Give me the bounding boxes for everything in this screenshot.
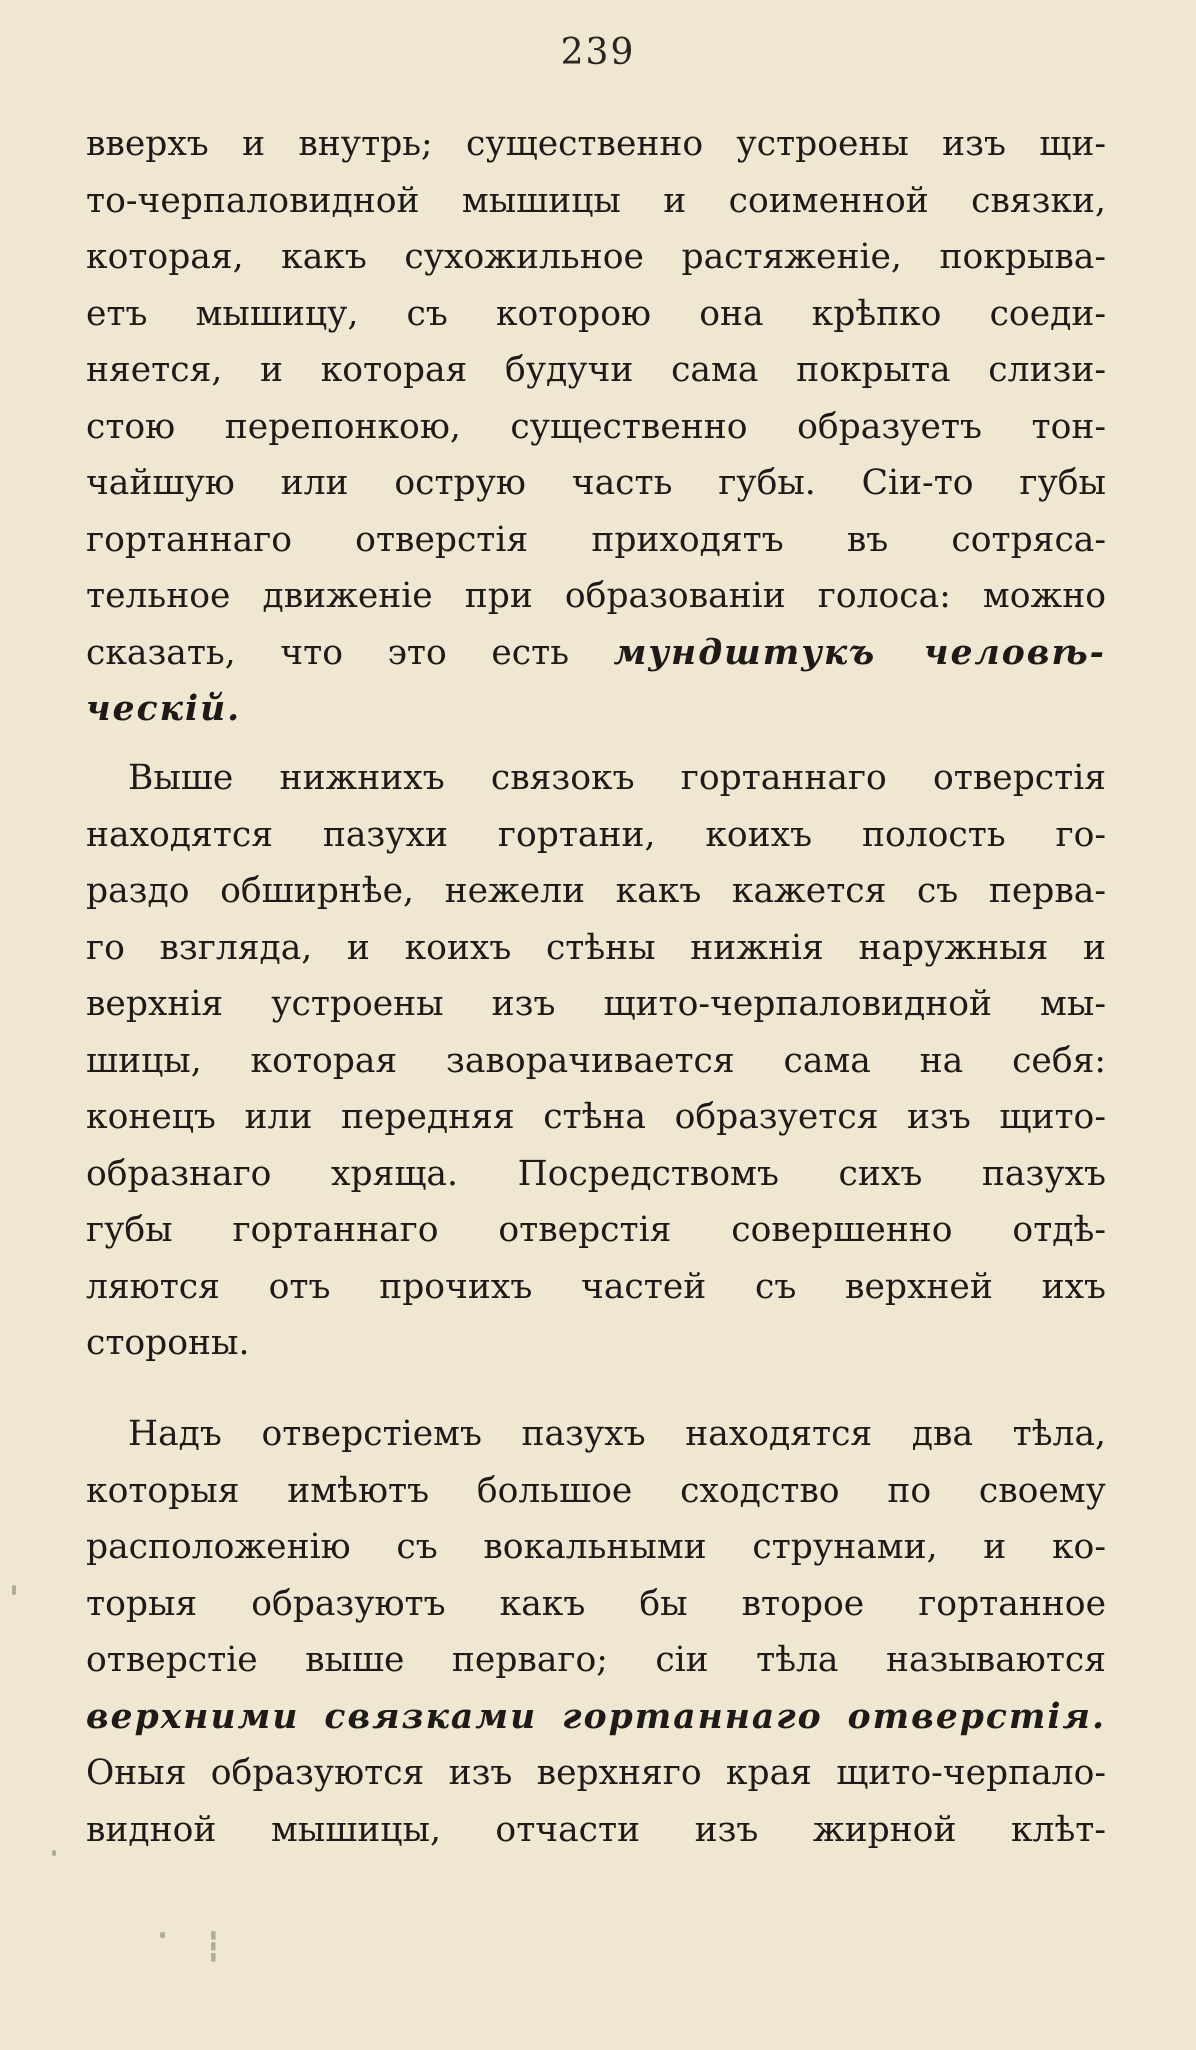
text-line: Надъ отверстіемъ пазухъ находятся два тѣла, [128,1414,1106,1454]
italic-term: верхними связками гортаннаго отверстія. [86,1696,1106,1737]
paper-speck [52,1850,56,1856]
text-line: которыя имѣютъ большое сходство по своему [86,1470,1106,1511]
text-line: тельное движеніе при образованіи голоса: можно [86,576,1106,616]
text-line: стою перепонкою, существенно образуетъ тон- [86,406,1106,447]
text-line: отверстіе выше перваго; сіи тѣла называются [86,1640,1106,1680]
text-line: шицы, которая заворачивается сама на себя: [86,1040,1106,1081]
faint-mark: ┇ [205,1930,222,1963]
text-line: чайшую или острую часть губы. Сіи-то губы [86,463,1106,503]
text-line-last: стороны. [86,1323,250,1363]
text-line: то-черпаловидной мышицы и соименной связки, [86,180,1106,221]
italic-term: мундштукъ человѣ- [613,632,1106,673]
text-line-mixed [86,625,1106,682]
text-line: губы гортаннаго отверстія совершенно отдѣ- [86,1210,1106,1250]
paragraph-1 [86,116,1106,738]
text-line: го взгляда, и коихъ стѣны нижнія наружныя и [86,927,1106,968]
text-line: торыя образуютъ какъ бы второе гортанное [86,1583,1106,1624]
paragraph-3 [86,1406,1106,1858]
text-line: няется, и которая будучи сама покрыта слизи- [86,350,1106,390]
text-line: находятся пазухи гортани, коихъ полость го- [86,814,1106,855]
text-line: вверхъ и внутрь; существенно устроены изъ щи- [86,124,1106,164]
text-line: гортаннаго отверстія приходятъ въ сотряса- [86,519,1106,560]
text-line: образнаго хряща. Посредствомъ сихъ пазухъ [86,1153,1106,1194]
page-number: 239 [560,32,636,73]
text-line: конецъ или передняя стѣна образуется изъ щито- [86,1097,1106,1137]
text-line: етъ мышицу, съ которою она крѣпко соеди- [86,293,1106,334]
text-line: Выше нижнихъ связокъ гортаннаго отверстія [128,758,1106,798]
italic-term: ческій. [86,689,242,729]
text-line: Оныя образуются изъ верхняго края щито-черпало- [86,1753,1106,1793]
text-line: раздо обширнѣе, нежели какъ кажется съ перва- [86,871,1106,911]
text-line-last [86,681,1106,738]
text-line: верхнія устроены изъ щито-черпаловидной мы- [86,984,1106,1024]
paper-speck [160,1932,165,1938]
text-line: расположенію съ вокальными струнами, и ко- [86,1527,1106,1567]
paper-speck [12,1585,16,1595]
text-line: которая, какъ сухожильное растяженіе, покрыва- [86,237,1106,277]
text-line-italic [86,1689,1106,1746]
text-line: видной мышицы, отчасти изъ жирной клѣт- [86,1809,1106,1850]
text-span: сказать, что это есть [86,632,614,673]
paragraph-2 [86,750,1106,1372]
text-line: ляются отъ прочихъ частей съ верхней ихъ [86,1266,1106,1307]
